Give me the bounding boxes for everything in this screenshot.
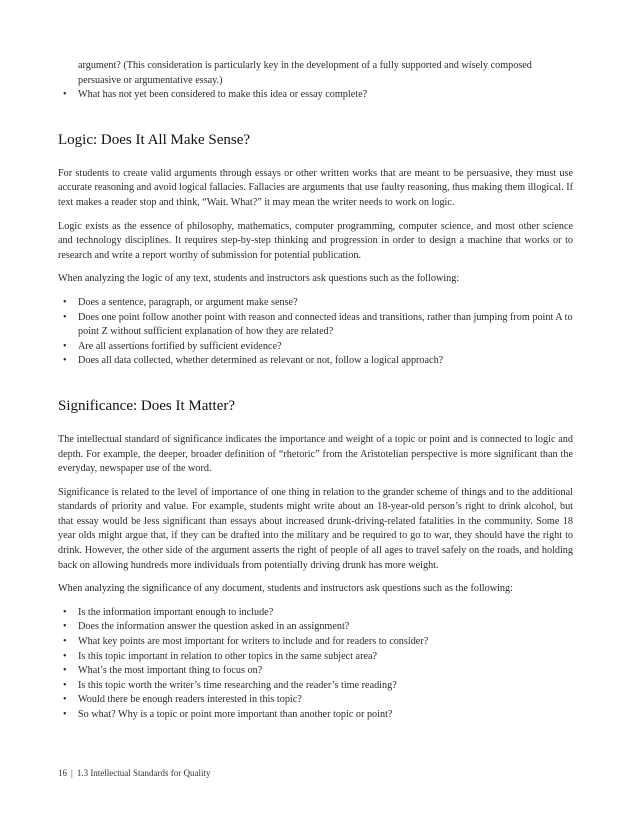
significance-question-list [58,606,573,723]
footer-separator: | [71,768,73,778]
list-item: • What’s the most important thing to focus on? [58,664,573,679]
list-item: • Does one point follow another point with reason and connected ideas and transitions, rather than jumping from point A to point Z without sufficient explanation of how they are related? [58,311,573,340]
list-item: • What has not yet been considered to make this idea or essay complete? [58,88,573,103]
list-item: • Is the information important enough to include? [58,606,573,621]
footer-section-title: 1.3 Intellectual Standards for Quality [76,768,211,778]
list-item: • Is this topic worth the writer’s time researching and the reader’s time reading? [58,679,573,694]
logic-paragraph: When analyzing the logic of any text, students and instructors ask questions such as the following: [58,273,460,285]
page-number: 16 [58,768,67,778]
significance-heading: Significance: Does It Matter? [58,397,236,414]
logic-paragraph: For students to create valid arguments through essays or other written works that are meant to be persuasive, they must use accurate reasoning and avoid logical fallacies. Fallacies are arguments that use faulty reasoning, thus making them illogical. If text makes a reader stop and think, “Wait. What?” it may mean the writer needs to work on logic. [58,167,573,208]
page-content [58,59,573,723]
list-item: • Would there be enough readers interested in this topic? [58,693,573,708]
logic-paragraph: Logic exists as the essence of philosophy, mathematics, computer programming, computer science, and most other science and technology disciplines. It requires step-by-step thinking and progression in order to design a machine that works or to research and write a report worthy of submission for potential publication. [58,220,573,261]
list-item: • Is this topic important in relation to other topics in the same subject area? [58,650,573,665]
list-item: • Does all data collected, whether determined as relevant or not, follow a logical approach? [58,354,573,369]
top-bullet-list [58,88,573,103]
list-item: • Does the information answer the question asked in an assignment? [58,620,573,635]
list-item: • Are all assertions fortified by sufficient evidence? [58,340,573,355]
significance-paragraph: Significance is related to the level of importance of one thing in relation to the grander scheme of things and to the additional standards of priority and value. For example, students might write about an 18-year-old person’s right to drink alcohol, but that essay would be less significant than essays about increased drunk-driving-related fatalities in the community. Some 18 year olds might argue that, if they can be drafted into the military and be required to go to war, they should have the right to drink. However, the other side of the argument asserts the right of people of all ages to travel safely on the roads, and holding back on allowing hundreds more individuals from potentially driving drunk has more weight. [58,486,573,571]
list-item: • So what? Why is a topic or point more important than another topic or point? [58,708,573,723]
list-item: • What key points are most important for writers to include and for readers to consider? [58,635,573,650]
page-footer [58,766,211,781]
logic-question-list [58,296,573,369]
significance-paragraph: When analyzing the significance of any document, students and instructors ask questions such as the following: [58,583,513,595]
list-item: • Does a sentence, paragraph, or argument make sense? [58,296,573,311]
continued-list-item: argument? (This consideration is particularly key in the development of a fully supported and wisely composed persuasive or argumentative essay.) [78,60,532,86]
significance-paragraph: The intellectual standard of significance indicates the importance and weight of a topic or point and is connected to logic and depth. For example, the deeper, broader definition of “rhetoric” from the Aristotelian perspective is more significant than the everyday, newspaper use of the word. [58,433,573,475]
logic-heading: Logic: Does It All Make Sense? [58,131,251,148]
